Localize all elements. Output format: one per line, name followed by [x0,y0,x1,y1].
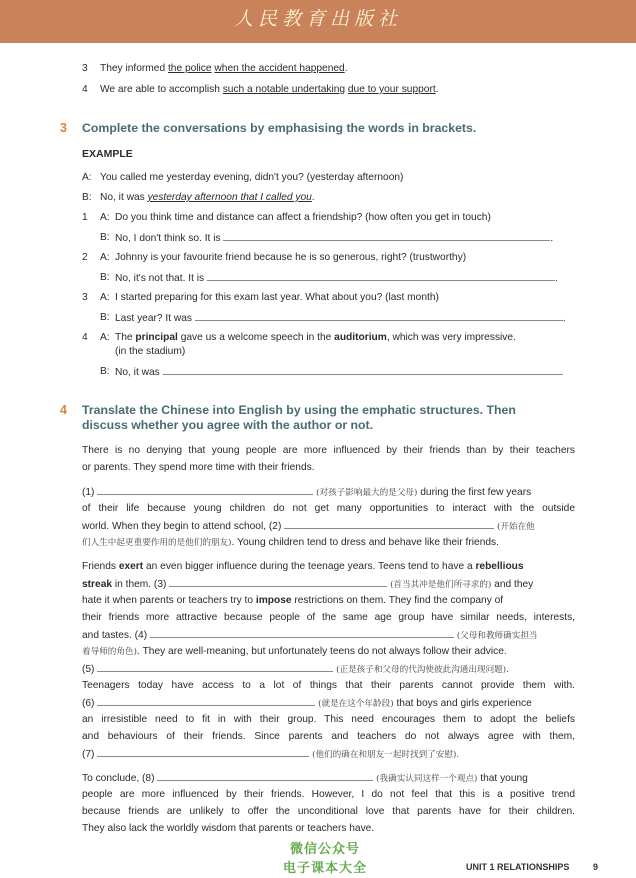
section-3-title: Complete the conversations by emphasising the words in brackets. [82,121,477,135]
translation-blank[interactable] [169,577,387,587]
paragraph-line: (6) (就是在这个年龄段) that boys and girls experience [82,698,532,709]
paragraph-line: and behaviours of their friends. Since parents and teachers do not always agree with them, [82,731,575,742]
publisher-name: 人民教育出版社 [233,8,402,30]
paragraph-line: There is no denying that young people are more influenced by their friends than by their teachers [82,445,575,456]
answer-blank[interactable] [207,271,555,281]
speaker-label: B: [82,192,92,203]
item-question-hint: (in the stadium) [115,346,186,357]
item-question: The principal gave us a welcome speech in the auditorium, which was very impressive. [115,332,516,343]
item-answer-line: Last year? It was . [115,313,566,324]
paragraph-line: world. When they begin to attend school, (2) (开始在他 [82,521,535,532]
speaker-label: B: [100,312,110,323]
speaker-label: A: [100,252,110,263]
paragraph-line: of their life because young children do not get many opportunities to interact with the outside [82,503,575,514]
paragraph-line: hate it when parents or teachers try to impose restrictions on them. They find the company of [82,595,504,606]
translation-blank[interactable] [97,696,315,706]
section-4-number: 4 [60,403,67,417]
paragraph-line: Friends exert an even bigger influence during the teenage years. Teens tend to have a rebellious [82,561,524,572]
prev-item-number: 4 [82,84,88,95]
paragraph-line: Teenagers today have access to a lot of things that their parents cannot provide them with. [82,680,575,691]
paragraph-line: (5) (正是孩子和父母的代沟使彼此沟通出现问题). [82,664,509,675]
section-4-title: discuss whether you agree with the author or not. [82,418,374,432]
speaker-label: A: [100,292,110,303]
item-question: Johnny is your favourite friend because he is so generous, right? (trustworthy) [115,252,467,263]
paragraph-line: (1) (对孩子影响最大的是父母) during the first few years [82,487,532,498]
example-label: EXAMPLE [82,148,133,160]
header-bar [0,0,636,43]
example-answer: No, it was yesterday afternoon that I called you. [100,192,315,203]
paragraph-line: their friends more attractive because people of the same age group have similar needs, interests, [82,612,575,623]
item-number: 2 [82,252,88,263]
answer-blank[interactable] [223,231,550,241]
section-3-number: 3 [60,121,67,135]
prev-item-sentence: They informed the police when the accident happened. [100,63,348,74]
item-number: 3 [82,292,88,303]
translation-blank[interactable] [97,662,333,672]
watermark-line: 电子课本大全 [282,861,367,876]
translation-blank[interactable] [284,519,494,529]
watermark-line: 微信公众号 [289,842,360,857]
page-number: 9 [593,862,599,872]
paragraph-line: and tastes. (4) (父母和教师确实担当 [82,630,538,641]
paragraph-line: 着导师的角色). They are well-meaning, but unfortunately teens do not always follow their advice. [82,646,507,657]
item-number: 4 [82,332,88,343]
paragraph-line: streak in them. (3) (首当其冲是他们所寻求的) and they [82,579,534,590]
item-number: 1 [82,212,88,223]
item-answer-line: No, I don't think so. It is . [115,233,554,244]
paragraph-line: or parents. They spend more time with their friends. [82,462,315,473]
paragraph-line: To conclude, (8) (我确实认同这样一个观点) that young [82,773,528,784]
speaker-label: B: [100,366,110,377]
footer-unit: UNIT 1 RELATIONSHIPS [466,862,570,872]
paragraph-line: because friends are unlikely to offer the unconditional love that parents have for their children. [82,806,575,817]
example-question: You called me yesterday evening, didn't you? (yesterday afternoon) [100,172,404,183]
speaker-label: A: [100,212,110,223]
speaker-label: A: [100,332,110,343]
translation-blank[interactable] [157,771,373,781]
prev-item-sentence: We are able to accomplish such a notable undertaking due to your support. [100,84,439,95]
answer-blank[interactable] [195,311,563,321]
item-question: I started preparing for this exam last year. What about you? (last month) [115,292,439,303]
item-question: Do you think time and distance can affect a friendship? (how often you get in touch) [115,212,491,223]
translation-blank[interactable] [150,628,454,638]
answer-blank[interactable] [163,365,561,375]
paragraph-line: (7) (他们的确在和朋友一起时找到了安慰). [82,749,460,760]
speaker-label: B: [100,232,110,243]
translation-blank[interactable] [97,485,313,495]
paragraph-line: 们人生中起更重要作用的是他们的朋友). Young children tend to dress and behave like their friends. [82,537,499,548]
item-answer-line: No, it was . [115,367,564,378]
item-answer-line: No, it's not that. It is . [115,273,558,284]
paragraph-line: an irresistible need to fit in with their group. This need encourages them to adopt the beliefs [82,714,575,725]
paragraph-line: They also lack the worldly wisdom that parents or teachers have. [82,823,375,834]
paragraph-line: people are more influenced by their friends. However, I do not feel that this is a positive trend [82,789,575,800]
section-4-title: Translate the Chinese into English by using the emphatic structures. Then [82,403,516,417]
speaker-label: B: [100,272,110,283]
speaker-label: A: [82,172,92,183]
translation-blank[interactable] [97,747,309,757]
prev-item-number: 3 [82,63,88,74]
